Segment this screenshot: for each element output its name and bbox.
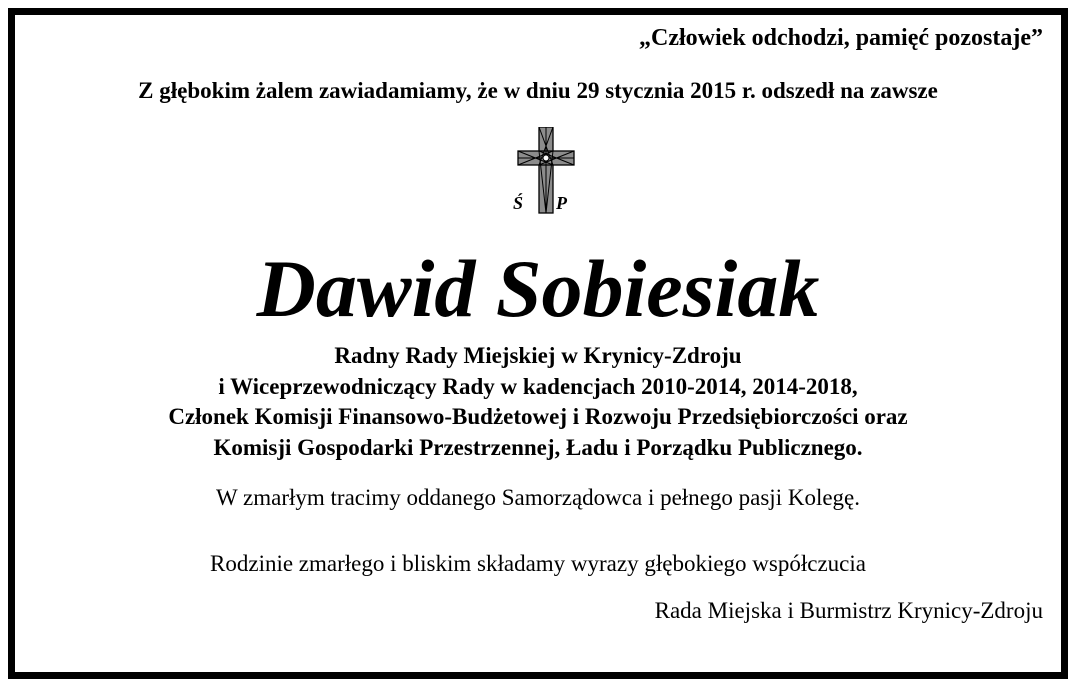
role-line: Członek Komisji Finansowo-Budżetowej i Rozwoju Przedsiębiorczości oraz (168, 404, 908, 429)
condolence-text: Rodzinie zmarłego i bliskim składamy wyrazy głębokiego współczucia (210, 551, 866, 576)
cross-symbol (509, 127, 583, 219)
intro-text: Z głębokim żalem zawiadamiamy, że w dniu 29 stycznia 2015 r. odszedł na zawsze (138, 78, 938, 103)
tribute-text: W zmarłym tracimy oddanego Samorządowca i pełnego pasji Kolegę. (216, 485, 860, 510)
deceased-name: Dawid Sobiesiak (256, 243, 820, 334)
cross-letter-left: Ś (513, 193, 524, 213)
obituary-frame (8, 8, 1068, 679)
role-line: Radny Rady Miejskiej w Krynicy-Zdroju (334, 343, 742, 368)
cross-letter-right: P (556, 193, 567, 213)
role-line: Komisji Gospodarki Przestrzennej, Ładu i Porządku Publicznego. (213, 434, 863, 460)
roles-block (15, 341, 1061, 463)
motto-text: „Człowiek odchodzi, pamięć pozostaje” (639, 25, 1043, 51)
signature-text: Rada Miejska i Burmistrz Krynicy-Zdroju (654, 598, 1043, 623)
role-line: i Wiceprzewodniczący Rady w kadencjach 2010-2014, 2014-2018, (218, 373, 858, 399)
